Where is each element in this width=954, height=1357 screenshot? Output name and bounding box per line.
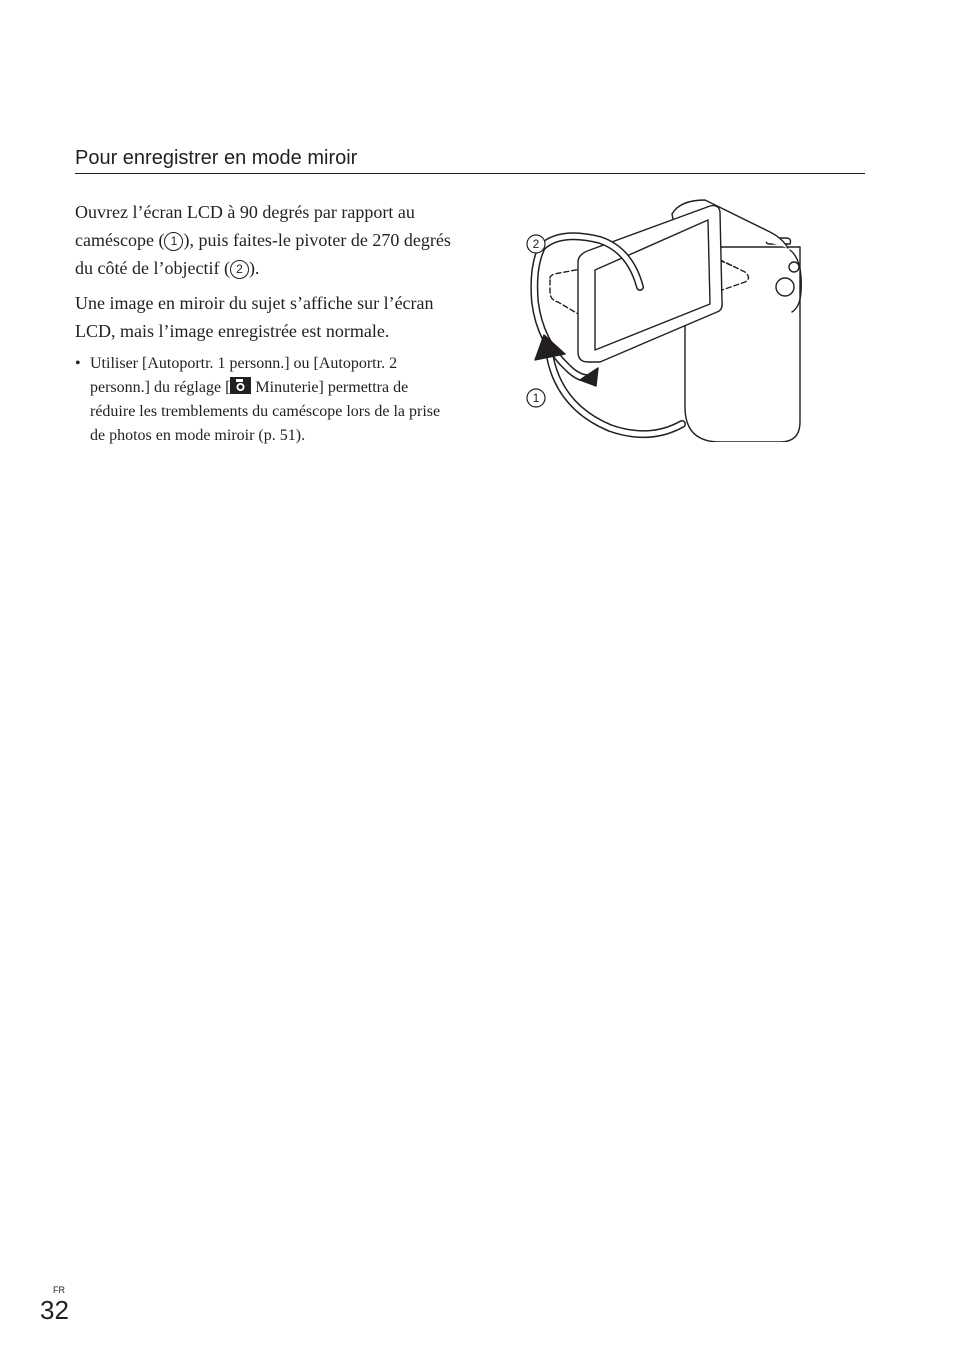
step-1-marker: 1 [164,232,183,251]
note-text-2: Minuterie] permettra de réduire les tremblements du caméscope lors de la prise de photos en mode miroir (p. 51). [90,379,441,444]
step-1-label: 1 [532,391,540,405]
page-number: 32 [40,1295,69,1325]
mirror-description: Une image en miroir du sujet s’affiche sur l’écran LCD, mais l’image enregistrée est normale. [75,293,434,341]
body-text [75,198,455,448]
instruction-text-3: ). [248,258,260,278]
bullet-marker: • [75,355,81,372]
instruction-text-1: Ouvrez l’écran LCD à 90 degrés par rapport au caméscope ( [75,202,415,250]
camcorder-illustration [520,192,810,442]
step-2-marker: 2 [230,260,249,279]
section-heading: Pour enregistrer en mode miroir [75,145,865,174]
step-2-label: 2 [532,237,540,251]
note-item [75,352,455,448]
record-button [776,278,794,296]
language-code: FR [53,1285,65,1295]
camera-icon [230,377,251,394]
instruction-paragraph [75,198,455,282]
note-text-1: Utiliser [Autoportr. 1 personn.] ou [Autoportr. 2 personn.] du réglage [ [90,355,398,396]
instruction-text-2: ), puis faites-le pivoter de 270 degrés du côté de l’objectif ( [75,230,451,278]
